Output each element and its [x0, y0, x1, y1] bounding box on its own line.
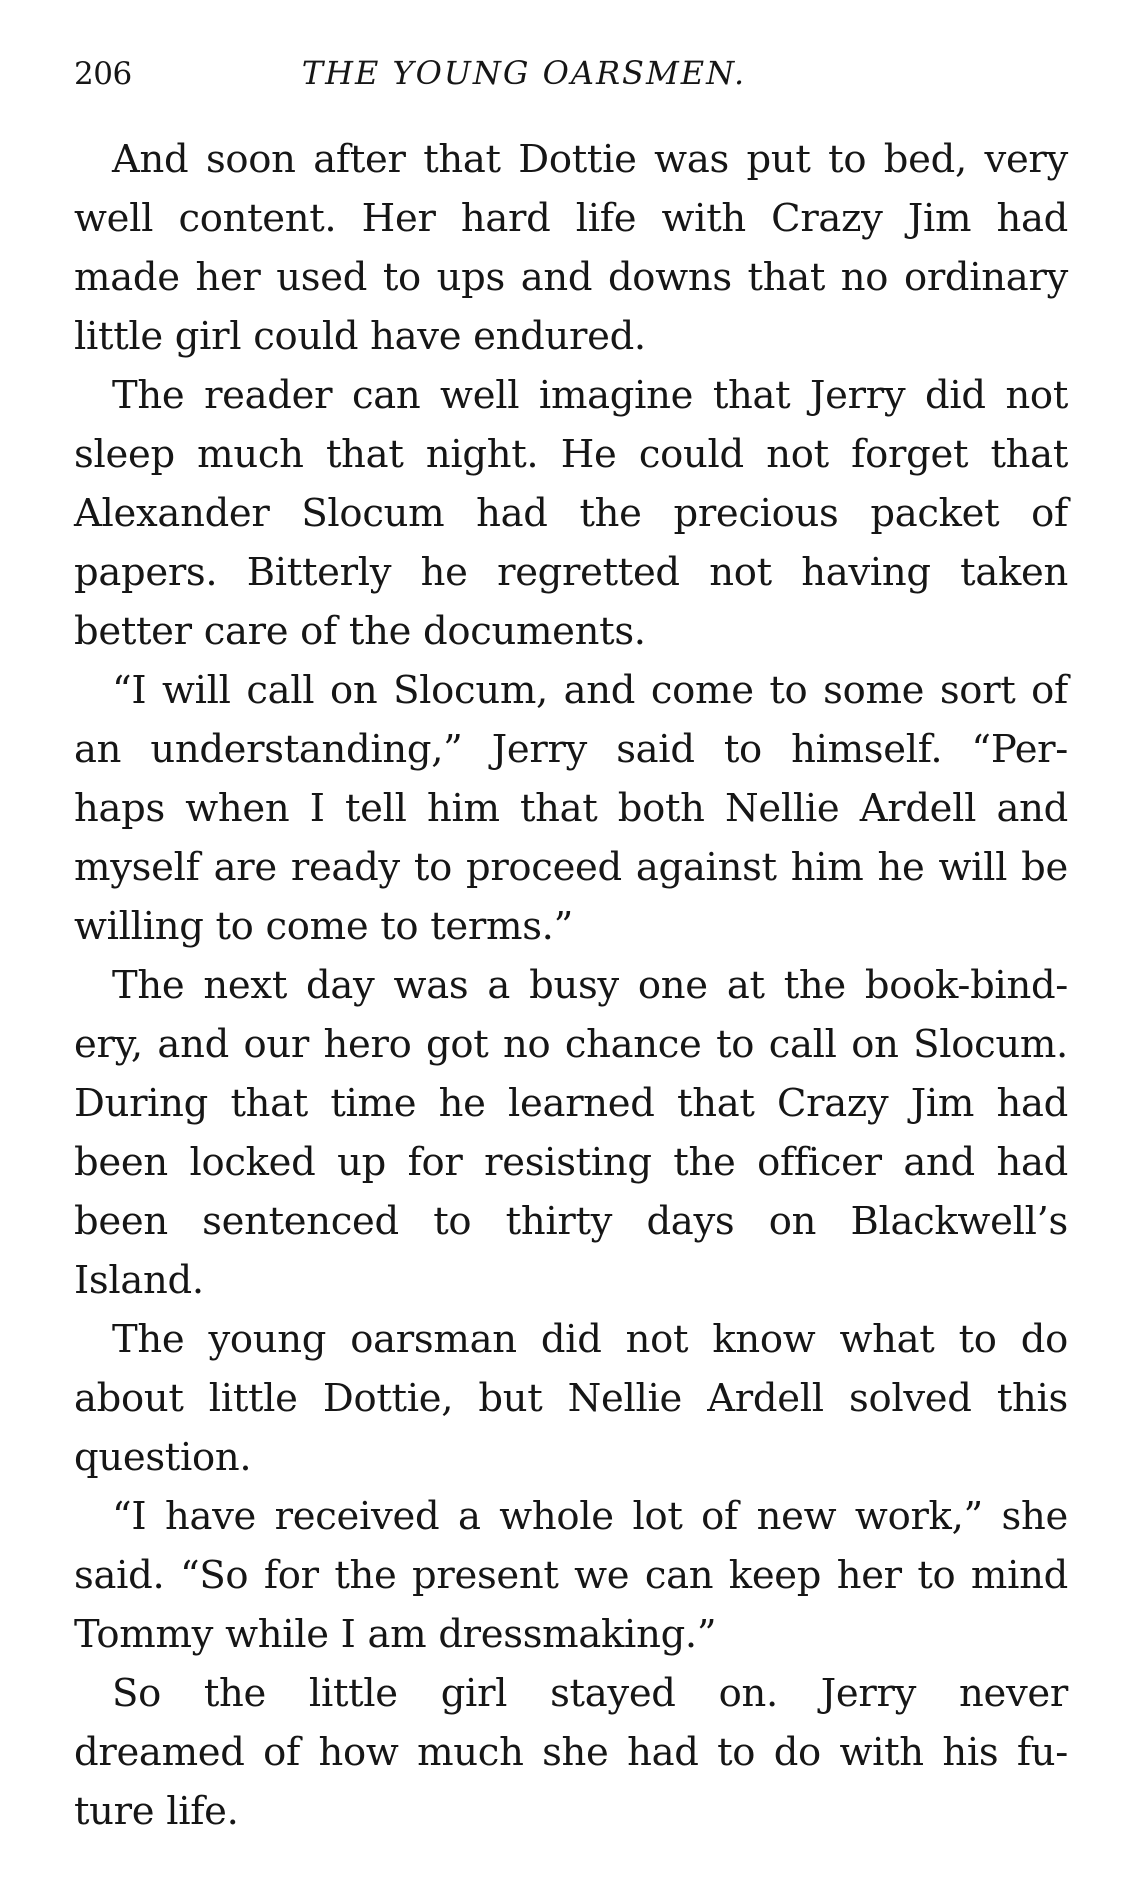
paragraph	[74, 1664, 1068, 1841]
text-line: little girl could have endured.	[74, 314, 646, 359]
text-line: papers. Bitterly he regretted not having taken	[74, 550, 1068, 595]
text-line: haps when I tell him that both Nellie Ardell and	[74, 786, 1068, 831]
text-line: about little Dottie, but Nellie Ardell solved this	[74, 1376, 1068, 1421]
page-header	[74, 48, 1068, 108]
text-line: made her used to ups and downs that no ordinary	[74, 255, 1068, 300]
text-line: The young oarsman did not know what to do	[112, 1317, 1068, 1362]
text-line: said. “So for the present we can keep her to mind	[74, 1553, 1068, 1598]
text-line: The next day was a busy one at the book-bind-	[112, 963, 1068, 1008]
text-line: question.	[74, 1435, 252, 1480]
text-line: And soon after that Dottie was put to bed, very	[112, 137, 1068, 182]
page-number: 206	[74, 56, 132, 92]
text-line: willing to come to terms.”	[74, 904, 573, 949]
text-line: ture life.	[74, 1789, 239, 1834]
text-line: “I have received a whole lot of new work,” she	[112, 1494, 1068, 1539]
text-line: myself are ready to proceed against him he will be	[74, 845, 1068, 890]
text-line: During that time he learned that Crazy Jim had	[74, 1081, 1068, 1126]
text-line: sleep much that night. He could not forget that	[74, 432, 1068, 477]
text-line: The reader can well imagine that Jerry did not	[112, 373, 1068, 418]
paragraph	[74, 661, 1068, 956]
text-line: Tommy while I am dressmaking.”	[74, 1612, 717, 1657]
paragraph	[74, 1487, 1068, 1664]
text-line: been sentenced to thirty days on Blackwell’s	[74, 1199, 1068, 1244]
text-line: been locked up for resisting the officer and had	[74, 1140, 1068, 1185]
paragraph	[74, 366, 1068, 661]
paragraph	[74, 956, 1068, 1310]
text-line: well content. Her hard life with Crazy Jim had	[74, 196, 1068, 241]
text-line: better care of the documents.	[74, 609, 646, 654]
body-text	[74, 130, 1068, 1841]
text-line: Alexander Slocum had the precious packet of	[74, 491, 1068, 536]
running-head: THE YOUNG OARSMEN.	[301, 54, 747, 92]
text-line: ery, and our hero got no chance to call on Slocum.	[74, 1022, 1068, 1067]
paragraph	[74, 130, 1068, 366]
text-line: Island.	[74, 1258, 204, 1303]
text-line: So the little girl stayed on. Jerry never	[112, 1671, 1068, 1716]
text-line: dreamed of how much she had to do with his fu-	[74, 1730, 1068, 1775]
text-line: an understanding,” Jerry said to himself. “Per-	[74, 727, 1068, 772]
text-line: “I will call on Slocum, and come to some sort of	[112, 668, 1068, 713]
paragraph	[74, 1310, 1068, 1487]
